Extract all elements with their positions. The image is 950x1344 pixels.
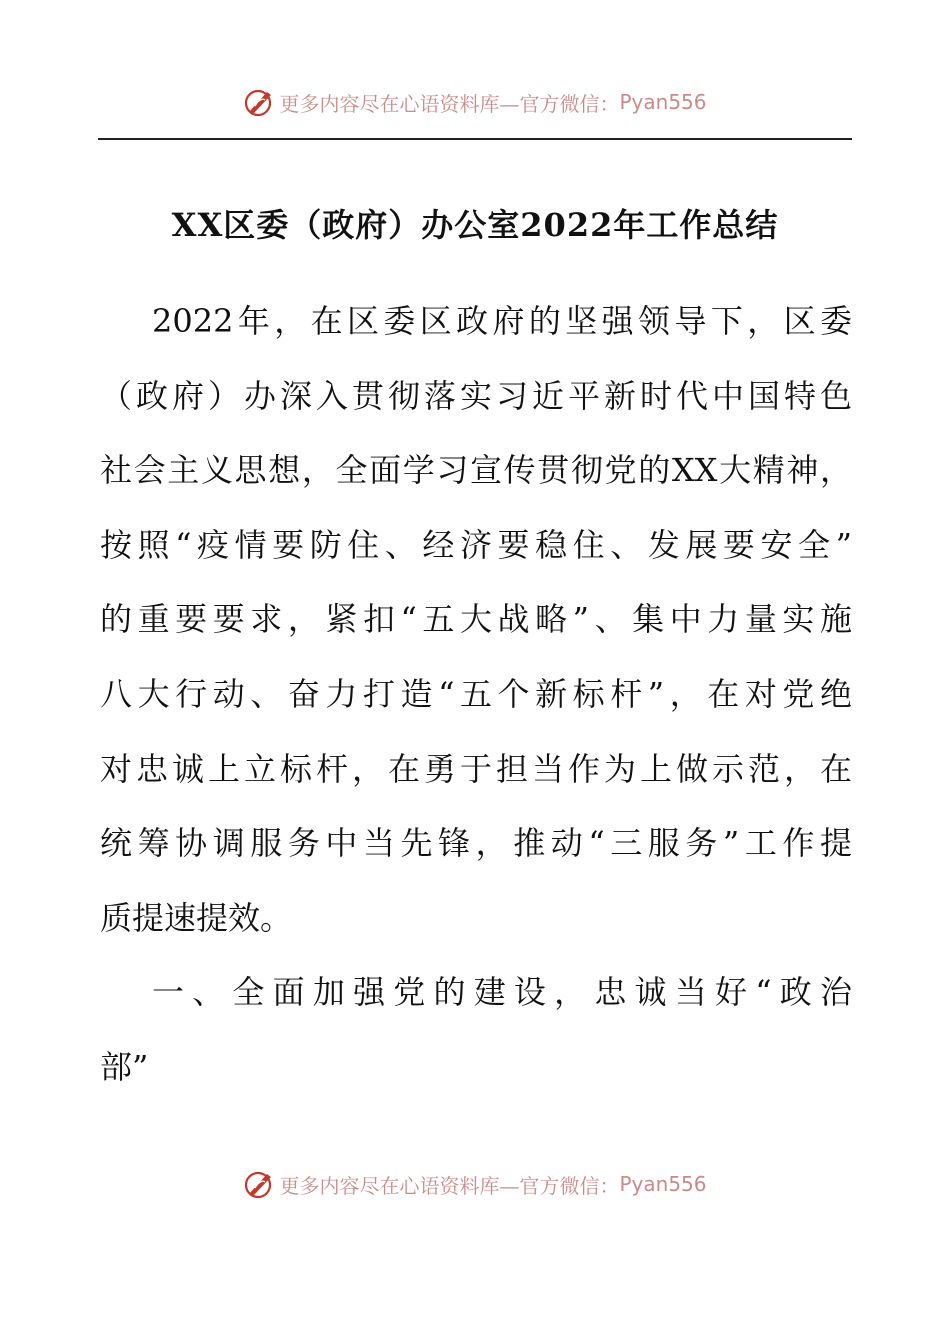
header-watermark-banner: [0, 82, 950, 122]
header-divider: [98, 138, 852, 140]
document-body: [100, 297, 852, 1118]
document-title: XX区委（政府）办公室2022年工作总结: [171, 206, 779, 244]
paragraph-line: 八大行动、奋力打造“五个新标杆”，在对党绝: [100, 674, 852, 713]
footer-watermark-banner: [0, 1164, 950, 1204]
paragraph-line: （政府）办深入贯彻落实习近平新时代中国特色: [100, 376, 852, 415]
footer-banner-wechat-id: Pyan556: [619, 1172, 707, 1196]
footer-banner-text: 更多内容尽在心语资料库—官方微信：: [279, 1173, 620, 1198]
header-banner-wechat-id: Pyan556: [619, 90, 707, 114]
pen-logo-icon: [243, 86, 275, 118]
paragraph-line: 2022年，在区委区政府的坚强领导下，区委: [152, 302, 852, 340]
paragraph-line: 对忠诚上立标杆，在勇于担当作为上做示范，在: [100, 749, 852, 788]
paragraph-line: 的重要要求，紧扣“五大战略”、集中力量实施: [100, 600, 852, 639]
pen-logo-icon: [243, 1168, 275, 1200]
header-banner-text: 更多内容尽在心语资料库—官方微信：: [279, 91, 620, 116]
paragraph-line: 质提速提效。: [100, 898, 293, 937]
paragraph-line: 社会主义思想，全面学习宣传贯彻党的XX大精神，: [100, 451, 852, 490]
paragraph-line: 统筹协调服务中当先锋，推动“三服务”工作提: [100, 824, 852, 863]
section-heading-line: 一、全面加强党的建设，忠诚当好“政治: [152, 973, 852, 1012]
section-heading-line: 部”: [100, 1047, 149, 1086]
paragraph-line: 按照“疫情要防住、经济要稳住、发展要安全”: [100, 525, 852, 564]
